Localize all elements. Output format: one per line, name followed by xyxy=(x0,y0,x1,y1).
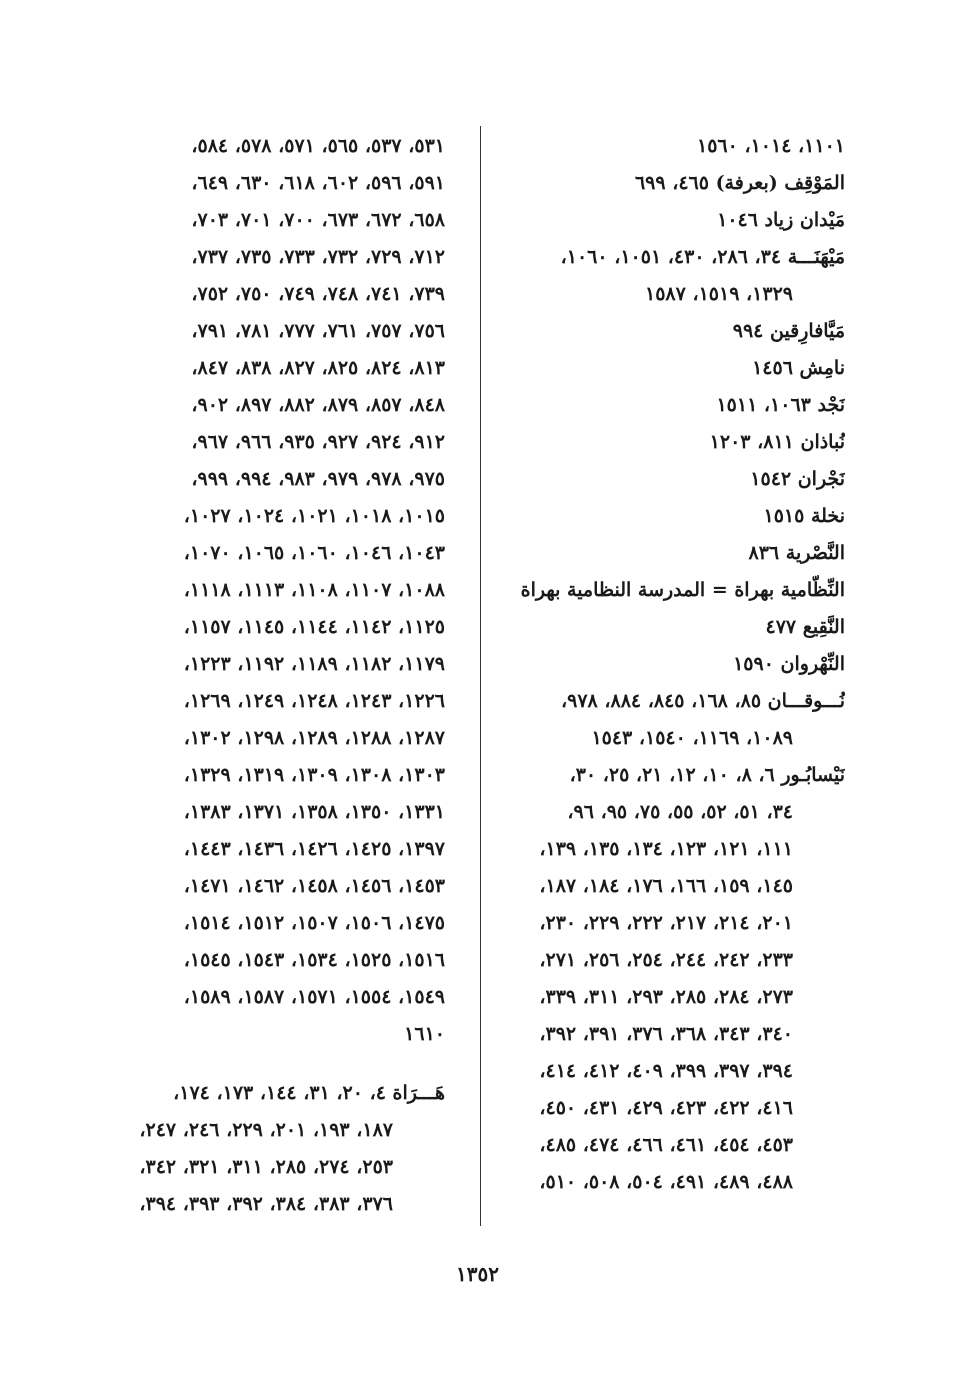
index-entry-line: هَـــرَاة ٤، ٢٠، ٣١، ١٤٤، ١٧٣، ١٧٤، xyxy=(173,1082,445,1104)
index-entry-line: ٧١٢، ٧٢٩، ٧٣٢، ٧٣٣، ٧٣٥، ٧٣٧، xyxy=(191,246,445,268)
index-entry-line: ١٤٥، ١٥٩، ١٦٦، ١٧٦، ١٨٤، ١٨٧، xyxy=(539,875,793,897)
index-entry-line: ٩٧٥، ٩٧٨، ٩٧٩، ٩٨٣، ٩٩٤، ٩٩٩، xyxy=(191,468,445,490)
entry-gap xyxy=(115,1053,445,1075)
index-column-left xyxy=(115,128,445,1223)
index-entry-line: ١٣٣١، ١٣٥٠، ١٣٥٨، ١٣٧١، ١٣٨٣، xyxy=(183,801,445,823)
index-entry-line: ١١٢٥، ١١٤٢، ١١٤٤، ١١٤٥، ١١٥٧، xyxy=(183,616,445,638)
index-entry-line: ٢٣٣، ٢٤٢، ٢٤٤، ٢٥٤، ٢٥٦، ٢٧١، xyxy=(539,949,793,971)
index-entry-line: ٣٤، ٥١، ٥٢، ٥٥، ٧٥، ٩٥، ٩٦، xyxy=(567,801,793,823)
index-entry-line: ٤٥٣، ٤٥٤، ٤٦١، ٤٦٦، ٤٧٤، ٤٨٥، xyxy=(539,1134,793,1156)
index-entry-line: ١٢٨٧، ١٢٨٨، ١٢٨٩، ١٢٩٨، ١٣٠٢، xyxy=(183,727,445,749)
index-entry-line: نخلة ١٥١٥ xyxy=(763,505,845,527)
index-entry-line: ١٨٧، ١٩٣، ٢٠١، ٢٢٩، ٢٤٦، ٢٤٧، xyxy=(139,1119,393,1141)
index-entry-line: ٢٥٣، ٢٧٤، ٢٨٥، ٣١١، ٣٢١، ٣٤٢، xyxy=(139,1156,393,1178)
index-entry-line: ٤١٦، ٤٢٢، ٤٢٣، ٤٢٩، ٤٣١، ٤٥٠، xyxy=(539,1097,793,1119)
index-entry-line: ١٥١٦، ١٥٢٥، ١٥٣٤، ١٥٤٣، ١٥٤٥، xyxy=(183,949,445,971)
index-entry-line: ١٠٤٣، ١٠٤٦، ١٠٦٠، ١٠٦٥، ١٠٧٠، xyxy=(183,542,445,564)
index-entry-line: ١٠٨٩، ١١٦٩، ١٥٤٠، ١٥٤٣ xyxy=(591,727,793,749)
index-entry-line: ١٦١٠ xyxy=(404,1023,445,1045)
index-entry-line: ٤٨٨، ٤٨٩، ٤٩١، ٥٠٤، ٥٠٨، ٥١٠، xyxy=(539,1171,793,1193)
index-entry-line: ٦٥٨، ٦٧٢، ٦٧٣، ٧٠٠، ٧٠١، ٧٠٣، xyxy=(191,209,445,231)
index-entry-line: ٧٣٩، ٧٤١، ٧٤٨، ٧٤٩، ٧٥٠، ٧٥٢، xyxy=(191,283,445,305)
index-entry-line: ٢٠١، ٢١٤، ٢١٧، ٢٢٢، ٢٢٩، ٢٣٠، xyxy=(539,912,793,934)
index-entry-line: ١٣٢٩، ١٥١٩، ١٥٨٧ xyxy=(645,283,793,305)
index-entry-line: ١٥٤٩، ١٥٥٤، ١٥٧١، ١٥٨٧، ١٥٨٩، xyxy=(183,986,445,1008)
index-entry-line: ٩١٢، ٩٢٤، ٩٢٧، ٩٣٥، ٩٦٦، ٩٦٧، xyxy=(191,431,445,453)
index-entry-line: ١٤٥٣، ١٤٥٦، ١٤٥٨، ١٤٦٢، ١٤٧١، xyxy=(183,875,445,897)
index-entry-line: النَّقِيع ٤٧٧ xyxy=(765,616,845,638)
index-entry-line: مَيَّافارِقين ٩٩٤ xyxy=(732,320,845,342)
index-entry-line: ١٤٧٥، ١٥٠٦، ١٥٠٧، ١٥١٢، ١٥١٤، xyxy=(183,912,445,934)
index-entry-line: ١٣٠٣، ١٣٠٨، ١٣٠٩، ١٣١٩، ١٣٢٩، xyxy=(183,764,445,786)
index-entry-line: النَّصْرية ٨٣٦ xyxy=(748,542,845,564)
column-divider xyxy=(480,126,481,1226)
index-entry-line: النِّهْروان ١٥٩٠ xyxy=(733,653,845,675)
index-entry-line: ١٣٩٧، ١٤٢٥، ١٤٢٦، ١٤٣٦، ١٤٤٣، xyxy=(183,838,445,860)
index-entry-line: ٢٧٣، ٢٨٤، ٢٨٥، ٢٩٣، ٣١١، ٣٣٩، xyxy=(539,986,793,1008)
index-column-right xyxy=(490,128,845,1201)
index-entry-line: ٣٧٦، ٣٨٣، ٣٨٤، ٣٩٢، ٣٩٣، ٣٩٤، xyxy=(139,1193,393,1215)
index-entry-line: نُـــوقـــان ٨٥، ١٦٨، ٨٤٥، ٨٨٤، ٩٧٨، xyxy=(560,690,845,712)
index-entry-line: نامِش ١٤٥٦ xyxy=(752,357,845,379)
index-entry-line: ٨١٣، ٨٢٤، ٨٢٥، ٨٢٧، ٨٣٨، ٨٤٧، xyxy=(191,357,445,379)
index-entry-line: ٣٩٤، ٣٩٧، ٣٩٩، ٤٠٩، ٤١٢، ٤١٤، xyxy=(539,1060,793,1082)
index-entry-line: نُباذان ٨١١، ١٢٠٣ xyxy=(709,431,845,453)
index-entry-line: مَيْهَنَـــة ٣٤، ٢٨٦، ٤٣٠، ١٠٥١، ١٠٦٠، xyxy=(560,246,845,268)
index-entry-line: نَجْد ١٠٦٣، ١٥١١ xyxy=(716,394,845,416)
index-entry-line: المَوْقِف (بعرفة) ٤٦٥، ٦٩٩ xyxy=(634,172,845,194)
index-entry-line: نَيْسابُـور ٦، ٨، ١٠، ١٢، ٢١، ٢٥، ٣٠، xyxy=(569,764,845,786)
index-entry-line: ٧٥٦، ٧٥٧، ٧٦١، ٧٧٧، ٧٨١، ٧٩١، xyxy=(191,320,445,342)
index-entry-line: ٥٩١، ٥٩٦، ٦٠٢، ٦١٨، ٦٣٠، ٦٤٩، xyxy=(191,172,445,194)
index-entry-line: ٣٤٠، ٣٤٣، ٣٦٨، ٣٧٦، ٣٩١، ٣٩٢، xyxy=(539,1023,793,1045)
index-entry-line: مَيْدان زياد ١٠٤٦ xyxy=(717,209,845,231)
index-entry-line: ٨٤٨، ٨٥٧، ٨٧٩، ٨٨٢، ٨٩٧، ٩٠٢، xyxy=(191,394,445,416)
index-entry-line: ٥٣١، ٥٣٧، ٥٦٥، ٥٧١، ٥٧٨، ٥٨٤، xyxy=(191,135,445,157)
index-entry-line: نَجْران ١٥٤٢ xyxy=(750,468,845,490)
page-number: ١٣٥٢ xyxy=(456,1262,499,1286)
index-entry-line: ١١١، ١٢١، ١٢٣، ١٣٤، ١٣٥، ١٣٩، xyxy=(539,838,793,860)
index-entry-line: ١٠٨٨، ١١٠٧، ١١٠٨، ١١١٣، ١١١٨، xyxy=(183,579,445,601)
index-entry-line: ١٢٢٦، ١٢٤٣، ١٢٤٨، ١٢٤٩، ١٢٦٩، xyxy=(183,690,445,712)
index-entry-line: ١٠١٥، ١٠١٨، ١٠٢١، ١٠٢٤، ١٠٢٧، xyxy=(183,505,445,527)
index-entry-line: ١١٧٩، ١١٨٢، ١١٨٩، ١١٩٢، ١٢٢٣، xyxy=(183,653,445,675)
index-entry-line: النِّظّامية بهراة = المدرسة النظامية بهراة xyxy=(520,579,845,601)
index-entry-line: ١١٠١، ١٠١٤، ١٥٦٠ xyxy=(697,135,845,157)
